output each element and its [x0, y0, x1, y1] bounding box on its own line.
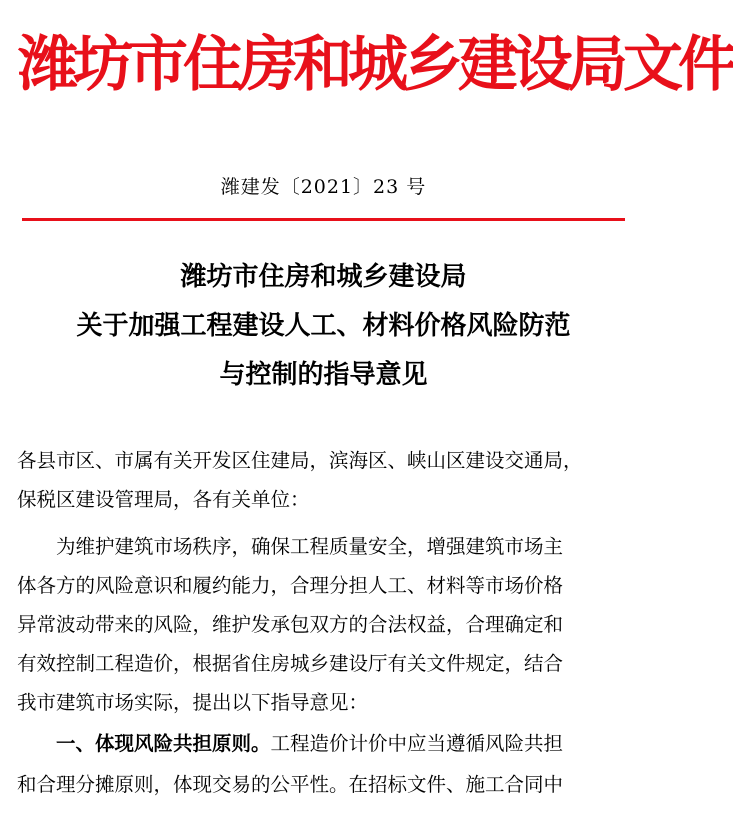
section-1-line-2: 和合理分摊原则，体现交易的公平性。在招标文件、施工合同中	[17, 773, 564, 796]
section-1-line-1	[17, 724, 631, 763]
intro-line-2: 体各方的风险意识和履约能力，合理分担人工、材料等市场价格	[17, 574, 564, 597]
masthead-title: 潍坊市住房和城乡建设局文件	[18, 30, 733, 100]
intro-line-1: 为维护建筑市场秩序，确保工程质量安全，增强建筑市场主	[17, 535, 564, 558]
document-number: 潍建发〔2021〕23 号	[220, 176, 427, 198]
document-title-line-1: 潍坊市住房和城乡建设局	[180, 262, 467, 292]
intro-line-4: 有效控制工程造价，根据省住房城乡建设厅有关文件规定，结合	[17, 652, 564, 675]
section-1-text: 工程造价计价中应当遵循风险共担	[270, 732, 564, 755]
addressee-line-2: 保税区建设管理局，各有关单位：	[17, 488, 310, 511]
red-divider-line	[22, 218, 625, 221]
intro-line-5: 我市建筑市场实际，提出以下指导意见：	[17, 691, 369, 714]
document-title-line-2: 关于加强工程建设人工、材料价格风险防范	[76, 311, 571, 341]
document-title-line-3: 与控制的指导意见	[219, 360, 428, 390]
addressee-line-1: 各县市区、市属有关开发区住建局，滨海区、峡山区建设交通局，	[17, 449, 583, 472]
intro-line-3: 异常波动带来的风险，维护发承包双方的合法权益，合理确定和	[17, 613, 564, 636]
section-1-heading: 一、体现风险共担原则。	[17, 732, 271, 755]
